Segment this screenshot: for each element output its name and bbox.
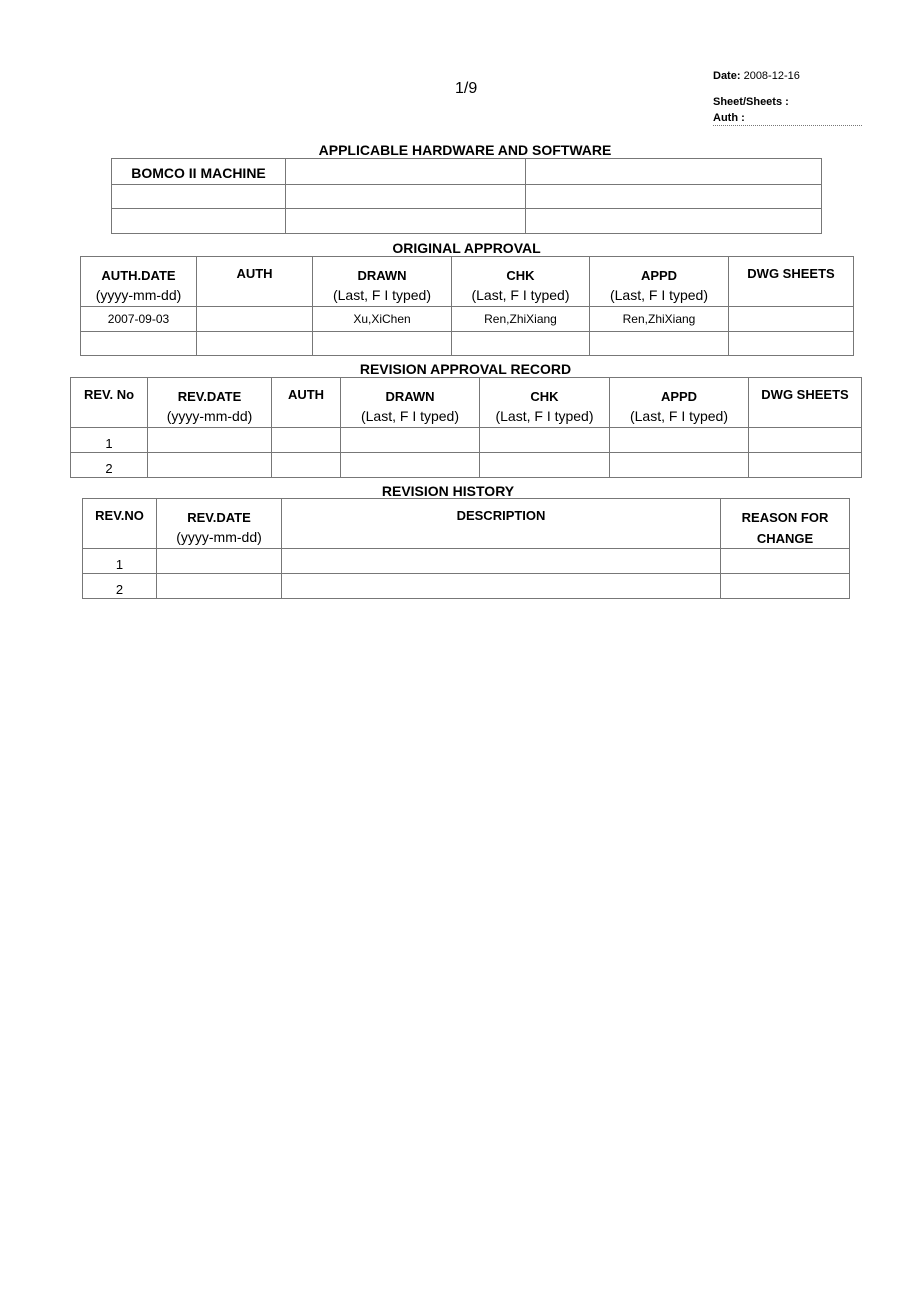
rev-number: 2	[71, 453, 148, 478]
table-cell	[526, 185, 822, 209]
rev-number: 2	[83, 574, 157, 599]
header-auth: AUTH	[272, 378, 341, 428]
table-cell	[313, 332, 452, 356]
header-rev-no: REV. No	[71, 378, 148, 428]
header-chk: CHK (Last, F I typed)	[452, 257, 590, 307]
original-approval-title: ORIGINAL APPROVAL	[392, 240, 541, 256]
table-cell	[341, 428, 480, 453]
table-cell	[610, 453, 749, 478]
header-drawn: DRAWN (Last, F I typed)	[341, 378, 480, 428]
table-cell	[749, 453, 862, 478]
table-cell	[480, 453, 610, 478]
header-rev-date: REV.DATE (yyyy-mm-dd)	[157, 499, 282, 549]
hardware-table	[111, 158, 822, 234]
header-auth-date: AUTH.DATE (yyyy-mm-dd)	[81, 257, 197, 307]
table-cell	[452, 332, 590, 356]
table-cell	[721, 574, 850, 599]
page-number: 1/9	[455, 80, 478, 97]
table-cell	[197, 307, 313, 332]
table-cell	[480, 428, 610, 453]
table-cell	[721, 549, 850, 574]
header-auth: AUTH	[197, 257, 313, 307]
header-appd: APPD (Last, F I typed)	[610, 378, 749, 428]
table-cell	[272, 453, 341, 478]
header-appd: APPD (Last, F I typed)	[590, 257, 729, 307]
sheets-label: Sheet/Sheets :	[713, 96, 789, 108]
header-dwg-sheets: DWG SHEETS	[729, 257, 854, 307]
header-description: DESCRIPTION	[282, 499, 721, 549]
table-cell	[157, 549, 282, 574]
table-cell	[526, 209, 822, 234]
auth-label: Auth :	[713, 112, 862, 126]
table-cell	[729, 332, 854, 356]
approval-chk: Ren,ZhiXiang	[452, 307, 590, 332]
rev-number: 1	[71, 428, 148, 453]
table-cell	[148, 453, 272, 478]
table-cell	[282, 574, 721, 599]
revision-history-table	[82, 498, 850, 599]
table-cell	[148, 428, 272, 453]
table-cell	[112, 209, 286, 234]
approval-date: 2007-09-03	[81, 307, 197, 332]
original-approval-table	[80, 256, 854, 356]
table-cell	[286, 209, 526, 234]
approval-appd: Ren,ZhiXiang	[590, 307, 729, 332]
header-rev-date: REV.DATE (yyyy-mm-dd)	[148, 378, 272, 428]
machine-name: BOMCO II MACHINE	[112, 159, 286, 185]
revision-history-title: REVISION HISTORY	[381, 483, 515, 499]
approval-drawn: Xu,XiChen	[313, 307, 452, 332]
table-cell	[526, 159, 822, 185]
table-cell	[157, 574, 282, 599]
table-cell	[197, 332, 313, 356]
date-field	[713, 70, 800, 82]
header-reason: REASON FOR CHANGE	[721, 499, 850, 549]
table-cell	[81, 332, 197, 356]
date-label: Date:	[713, 70, 741, 82]
table-cell	[341, 453, 480, 478]
table-cell	[282, 549, 721, 574]
header-drawn: DRAWN (Last, F I typed)	[313, 257, 452, 307]
table-cell	[590, 332, 729, 356]
rev-number: 1	[83, 549, 157, 574]
header-rev-no: REV.NO	[83, 499, 157, 549]
header-dwg-sheets: DWG SHEETS	[749, 378, 862, 428]
revision-approval-title: REVISION APPROVAL RECORD	[359, 361, 572, 377]
table-cell	[286, 185, 526, 209]
date-value: 2008-12-16	[743, 70, 800, 82]
header-chk: CHK (Last, F I typed)	[480, 378, 610, 428]
revision-approval-table	[70, 377, 862, 478]
table-cell	[112, 185, 286, 209]
hardware-title: APPLICABLE HARDWARE AND SOFTWARE	[318, 142, 612, 158]
table-cell	[729, 307, 854, 332]
table-cell	[610, 428, 749, 453]
table-cell	[286, 159, 526, 185]
table-cell	[749, 428, 862, 453]
table-cell	[272, 428, 341, 453]
